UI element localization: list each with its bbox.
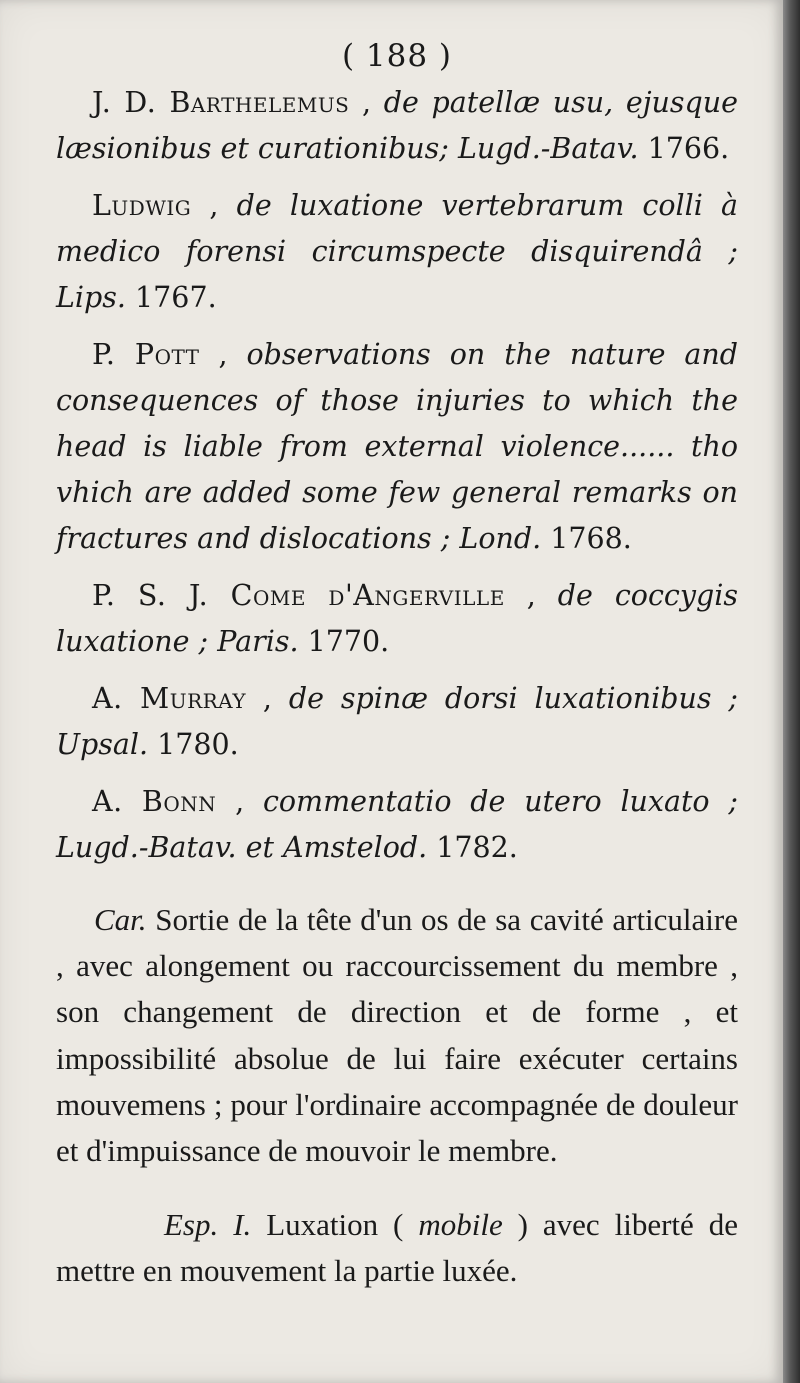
reference-year: 1782. <box>427 831 518 864</box>
reference-entry: P. Pott , observations on the nature and consequences of those injuries to which the head is liable from external violence...... tho vhich are added some few general remarks on fractures and dislocations ; Lond. 1768. <box>56 338 738 555</box>
reference-author: P. S. J. Come d'Angerville <box>92 579 505 612</box>
reference-title: de coccygis luxatione <box>56 579 738 658</box>
species-section <box>56 1202 738 1294</box>
reference-entry: J. D. Barthelemus , de patellæ usu, ejusque læsionibus et curationibus; Lugd.-Batav. 1766. <box>56 86 738 165</box>
reference-title: observations on the nature and consequences of those injuries to which the head is liable from external violence...... tho vhich are added some few general remarks on fractures and dislocations <box>56 338 738 555</box>
reference-author: Ludwig <box>92 189 192 222</box>
reference-place: ; Lond. <box>431 522 542 555</box>
reference-title: commentatio de utero luxato <box>262 785 710 818</box>
characteristic-text: Sortie de la tête d'un os de sa cavité articulaire , avec alongement ou raccourcissement du membre , son changement de direction et de forme , et impossibilité absolue de lui faire exécuter certains mouvemens ; pour l'ordinaire accompagnée de douleur et d'impuissance de mouvoir le membre. <box>56 902 738 1169</box>
reference-entry: A. Bonn , commentatio de utero luxato ; Lugd.-Batav. et Amstelod. 1782. <box>56 785 738 864</box>
characteristic-paragraph <box>56 897 738 1174</box>
reference-entry: P. S. J. Come d'Angerville , de coccygis luxatione ; Paris. 1770. <box>56 579 738 658</box>
reference-year: 1768. <box>541 522 632 555</box>
reference-title: de spinæ dorsi luxationibus <box>288 682 712 715</box>
reference-title: de patellæ usu, ejusque læsionibus et curationibus <box>56 86 738 165</box>
reference-place: ; Upsal. <box>56 682 738 761</box>
reference-year: 1780. <box>148 728 239 761</box>
page-edge <box>783 0 800 1383</box>
reference-place: ; Lugd.-Batav. et Amstelod. <box>56 785 738 864</box>
species-paragraph: Esp. I. Luxation ( mobile ) avec liberté de mettre en mouvement la partie luxée. <box>56 1207 738 1289</box>
reference-place: ; Lips. <box>56 235 738 314</box>
reference-list <box>56 80 738 871</box>
page-text <box>56 34 738 1295</box>
reference-author: A. Bonn <box>92 785 217 818</box>
reference-author: P. Pott <box>92 338 200 371</box>
reference-entry: Ludwig , de luxatione vertebrarum colli à medico forensi circumspecte disquirendâ ; Lips. 1767. <box>56 189 739 314</box>
reference-place: ; Lugd.-Batav. <box>439 132 639 165</box>
reference-year: 1770. <box>298 625 390 658</box>
species-label: Esp. I. <box>164 1207 252 1243</box>
reference-author: J. D. Barthelemus <box>92 86 350 119</box>
reference-year: 1767. <box>125 281 217 314</box>
page-number: ( 188 ) <box>341 38 453 74</box>
reference-author: A. Murray <box>92 682 247 715</box>
reference-place: ; Paris. <box>189 625 299 658</box>
characteristic-section <box>56 897 738 1174</box>
reference-year: 1766. <box>638 132 730 165</box>
reference-entry: A. Murray , de spinæ dorsi luxationibus ; Upsal. 1780. <box>56 682 738 761</box>
species-term: mobile <box>418 1207 503 1243</box>
reference-title: de luxatione vertebrarum colli à medico forensi circumspecte disquirendâ <box>56 189 739 268</box>
characteristic-label: Car. <box>94 902 147 937</box>
